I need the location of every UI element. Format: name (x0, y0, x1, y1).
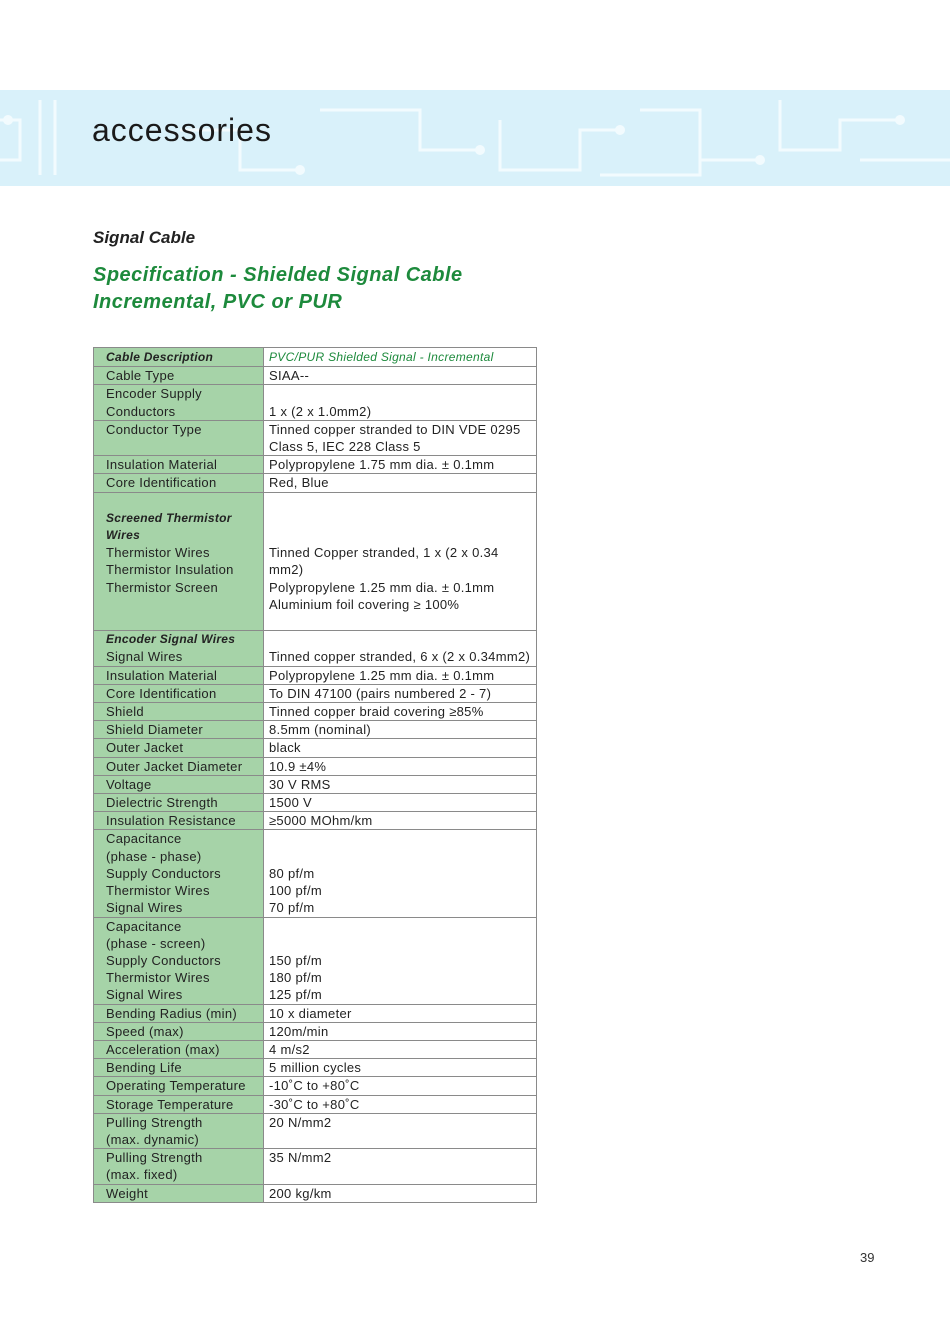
row-value-line: Tinned Copper stranded, 1 x (2 x 0.34 mm2) (269, 545, 499, 578)
page-number: 39 (860, 1250, 875, 1265)
row-label-line: Speed (max) (106, 1023, 184, 1039)
row-label-line: Pulling Strength (106, 1114, 203, 1130)
row-value-line: 180 pf/m (269, 970, 322, 986)
table-row (94, 474, 537, 492)
row-label-cell (94, 917, 264, 1004)
row-label-cell (94, 385, 264, 420)
row-value-line: Tinned copper stranded to DIN VDE 0295 (269, 421, 521, 437)
table-row (94, 794, 537, 812)
row-value-cell (264, 474, 537, 492)
table-row (94, 757, 537, 775)
header-value-cell (264, 348, 537, 367)
table-row (94, 492, 537, 631)
row-label-line: Insulation Material (106, 457, 218, 473)
row-label-line: Pulling Strength (106, 1150, 203, 1166)
row-value-line: 1 x (2 x 1.0mm2) (269, 403, 372, 419)
row-label-line: Capacitance (106, 918, 182, 934)
row-label-cell (94, 420, 264, 455)
table-row (94, 721, 537, 739)
row-value-cell (264, 1040, 537, 1058)
row-label-line: (max. dynamic) (106, 1131, 200, 1147)
row-label-cell (94, 812, 264, 830)
row-value-line (269, 613, 536, 630)
row-value-line: -10˚C to +80˚C (269, 1078, 360, 1094)
table-row (94, 775, 537, 793)
row-label-cell (94, 456, 264, 474)
row-label-line (106, 493, 263, 510)
row-label-line: Thermistor Wires (106, 545, 210, 561)
row-label-line (106, 596, 263, 613)
row-label-cell (94, 830, 264, 917)
row-value-line: Tinned copper braid covering ≥85% (269, 704, 484, 720)
row-label-line: Supply Conductors (106, 865, 221, 881)
row-value-line: black (269, 740, 301, 756)
row-label-line: Thermistor Screen (106, 579, 219, 595)
row-label-cell (94, 1059, 264, 1077)
row-label-line: Conductors (106, 403, 176, 419)
row-label-cell (94, 492, 264, 631)
row-value-line: 10 x diameter (269, 1005, 352, 1021)
row-label-line: Capacitance (106, 831, 182, 847)
row-label-cell (94, 1004, 264, 1022)
row-label-line: Signal Wires (106, 649, 183, 665)
row-value-cell (264, 492, 537, 631)
row-label-line: Bending Radius (min) (106, 1005, 238, 1021)
row-label-line: Core Identification (106, 685, 217, 701)
subtitle: Signal Cable (93, 228, 196, 247)
row-label-line: Cable Type (106, 368, 175, 384)
row-label-line: Screened Thermistor (106, 510, 232, 525)
row-label-line: Signal Wires (106, 987, 183, 1003)
row-value-line: 100 pf/m (269, 883, 322, 899)
row-value-cell (264, 1149, 537, 1184)
row-value-cell (264, 917, 537, 1004)
row-value-line: Polypropylene 1.25 mm dia. ± 0.1mm (269, 579, 495, 595)
row-value-line: ≥5000 MOhm/km (269, 813, 373, 829)
table-row (94, 1004, 537, 1022)
row-value-cell (264, 367, 537, 385)
table-row (94, 703, 537, 721)
row-label-line: Signal Wires (106, 900, 183, 916)
row-value-cell (264, 631, 537, 666)
row-label-line: Voltage (106, 776, 152, 792)
row-label-cell (94, 684, 264, 702)
row-value-line: 10.9 ±4% (269, 758, 327, 774)
row-value-line (269, 918, 536, 935)
row-value-cell (264, 1184, 537, 1202)
row-value-line (269, 510, 536, 527)
table-row (94, 1149, 537, 1184)
row-label-cell (94, 631, 264, 666)
row-label-line: Outer Jacket Diameter (106, 758, 243, 774)
row-value-line: 5 million cycles (269, 1060, 362, 1076)
row-value-line (269, 493, 536, 510)
row-value-cell (264, 812, 537, 830)
row-value-cell (264, 1095, 537, 1113)
row-label-cell (94, 794, 264, 812)
table-row (94, 684, 537, 702)
row-label-line: Shield Diameter (106, 722, 203, 738)
row-label-cell (94, 775, 264, 793)
table-row (94, 420, 537, 455)
row-value-line: 1500 V (269, 795, 313, 811)
row-label-line: (max. fixed) (106, 1167, 178, 1183)
row-label-line: Supply Conductors (106, 952, 221, 968)
row-label-cell (94, 1184, 264, 1202)
row-value-line: 200 kg/km (269, 1185, 332, 1201)
row-label-line: Insulation Material (106, 667, 218, 683)
row-value-line: 150 pf/m (269, 952, 322, 968)
row-value-cell (264, 775, 537, 793)
row-label-line: Conductor Type (106, 421, 202, 437)
row-value-line (269, 830, 536, 847)
row-label-line: Thermistor Wires (106, 883, 210, 899)
row-label-line: (phase - screen) (106, 935, 206, 951)
table-row (94, 812, 537, 830)
row-value-line: 120m/min (269, 1023, 329, 1039)
row-value-line: 30 V RMS (269, 776, 331, 792)
row-label-cell (94, 739, 264, 757)
row-label-cell (94, 757, 264, 775)
row-value-line (269, 527, 536, 544)
spec-title (93, 262, 463, 316)
table-row (94, 1113, 537, 1148)
row-value-cell (264, 684, 537, 702)
row-label-line: Bending Life (106, 1060, 182, 1076)
row-value-cell (264, 1022, 537, 1040)
row-label-line: Encoder Signal Wires (106, 632, 236, 647)
row-label-line: (phase - phase) (106, 848, 202, 864)
row-label-line: Wires (106, 528, 141, 543)
header-value: PVC/PUR Shielded Signal - Incremental (269, 350, 494, 364)
row-value-cell (264, 1059, 537, 1077)
row-value-cell (264, 420, 537, 455)
row-label-cell (94, 1149, 264, 1184)
row-label-line: Acceleration (max) (106, 1041, 220, 1057)
table-row (94, 385, 537, 420)
header-label: Cable Description (106, 350, 214, 364)
row-value-line: Aluminium foil covering ≥ 100% (269, 596, 460, 612)
table-row (94, 1022, 537, 1040)
spec-title-line-2: Incremental, PVC or PUR (93, 291, 343, 313)
row-value-line (269, 385, 536, 402)
row-value-line: SIAA-- (269, 368, 310, 384)
row-value-line: Red, Blue (269, 475, 329, 491)
row-value-cell (264, 794, 537, 812)
row-label-line: Outer Jacket (106, 740, 184, 756)
table-row (94, 830, 537, 917)
row-label-cell (94, 1040, 264, 1058)
row-value-line: -30˚C to +80˚C (269, 1096, 360, 1112)
row-value-cell (264, 385, 537, 420)
row-value-cell (264, 757, 537, 775)
row-value-cell (264, 1004, 537, 1022)
row-label-cell (94, 1113, 264, 1148)
row-label-cell (94, 721, 264, 739)
row-value-line: Polypropylene 1.25 mm dia. ± 0.1mm (269, 667, 495, 683)
row-value-line: Tinned copper stranded, 6 x (2 x 0.34mm2) (269, 649, 531, 665)
row-value-cell (264, 739, 537, 757)
row-label-cell (94, 703, 264, 721)
table-row (94, 1184, 537, 1202)
row-label-cell (94, 1095, 264, 1113)
row-value-line: 4 m/s2 (269, 1041, 310, 1057)
table-row (94, 917, 537, 1004)
row-value-line: To DIN 47100 (pairs numbered 2 - 7) (269, 685, 492, 701)
row-value-cell (264, 1077, 537, 1095)
table-row (94, 367, 537, 385)
row-label-line: Dielectric Strength (106, 795, 218, 811)
row-label-cell (94, 474, 264, 492)
row-value-cell (264, 721, 537, 739)
header-label-cell (94, 348, 264, 367)
row-value-line (269, 935, 536, 952)
row-label-line: Thermistor Wires (106, 970, 210, 986)
row-label-line: Insulation Resistance (106, 813, 236, 829)
row-value-cell (264, 1113, 537, 1148)
row-value-line: Class 5, IEC 228 Class 5 (269, 439, 421, 455)
row-label-cell (94, 367, 264, 385)
table-row (94, 1095, 537, 1113)
row-label-cell (94, 666, 264, 684)
row-label-line: Operating Temperature (106, 1078, 246, 1094)
row-label-line: Weight (106, 1185, 149, 1201)
row-value-cell (264, 703, 537, 721)
row-value-line: 80 pf/m (269, 865, 315, 881)
row-label-line: Thermistor Insulation (106, 562, 234, 578)
row-label-line: Shield (106, 704, 144, 720)
table-row (94, 1059, 537, 1077)
row-value-cell (264, 456, 537, 474)
row-value-line (269, 631, 536, 648)
spec-table (93, 347, 537, 1203)
section-title: accessories (92, 112, 272, 148)
row-value-line: 8.5mm (nominal) (269, 722, 372, 738)
row-label-cell (94, 1077, 264, 1095)
table-row (94, 631, 537, 666)
row-value-line (269, 848, 536, 865)
row-value-cell (264, 666, 537, 684)
row-value-line: 70 pf/m (269, 900, 315, 916)
table-row (94, 666, 537, 684)
table-row (94, 456, 537, 474)
table-row (94, 1040, 537, 1058)
row-value-line: Polypropylene 1.75 mm dia. ± 0.1mm (269, 457, 495, 473)
table-row (94, 1077, 537, 1095)
row-value-line: 125 pf/m (269, 987, 322, 1003)
row-label-cell (94, 1022, 264, 1040)
table-row (94, 739, 537, 757)
row-label-line: Core Identification (106, 475, 217, 491)
row-value-line: 35 N/mm2 (269, 1150, 332, 1166)
row-label-line: Storage Temperature (106, 1096, 234, 1112)
table-header-row (94, 348, 537, 367)
row-value-cell (264, 830, 537, 917)
row-value-line: 20 N/mm2 (269, 1114, 332, 1130)
row-label-line: Encoder Supply (106, 386, 202, 402)
spec-title-line-1: Specification - Shielded Signal Cable (93, 264, 463, 286)
